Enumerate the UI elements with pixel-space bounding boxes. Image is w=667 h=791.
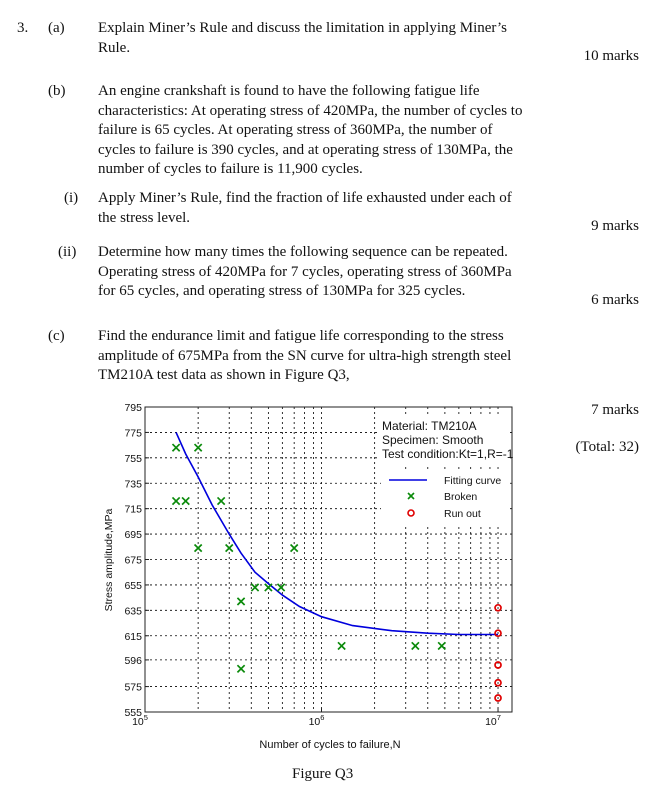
legend <box>381 470 509 526</box>
question-number: 3. <box>17 20 29 36</box>
broken-point <box>195 444 202 451</box>
x-tick-label: $10^6$ <box>308 713 325 728</box>
broken-point <box>265 584 272 591</box>
broken-point <box>182 497 189 504</box>
text-line: number of cycles to failure is 11,900 cycles. <box>98 161 363 177</box>
text-line: Find the endurance limit and fatigue life corresponding to the stress <box>98 328 504 344</box>
y-tick-label: 795 <box>124 402 142 414</box>
broken-point <box>195 544 202 551</box>
part-b-i-label: (i) <box>64 190 79 206</box>
y-tick-label: 775 <box>124 427 142 440</box>
x-axis-label: Number of cycles to failure,N <box>259 739 401 751</box>
part-c-label: (c) <box>48 328 65 344</box>
part-b-i-marks: 9 marks <box>591 218 639 234</box>
part-b-i-text <box>98 189 554 228</box>
y-tick-label: 675 <box>124 554 142 567</box>
info-line-condition: Test condition:Kt=1,R=-1 <box>382 447 514 461</box>
y-tick-label: 655 <box>124 579 142 592</box>
text-line: cycles to failure is 390 cycles, and at operating stress of 130MPa, the <box>98 141 513 158</box>
broken-point <box>412 642 419 649</box>
part-b-ii-text <box>98 243 554 302</box>
broken-point <box>438 642 445 649</box>
y-tick-label: 695 <box>124 529 142 542</box>
text-line: TM210A test data as shown in Figure Q3, <box>98 367 350 383</box>
text-line: Operating stress of 420MPa for 7 cycles, operating stress of 360MPa <box>98 263 512 280</box>
text-line: An engine crankshaft is found to have the following fatigue life <box>98 83 480 99</box>
text-line: for 65 cycles, and operating stress of 130MPa for 325 cycles. <box>98 283 466 299</box>
legend-label-runout: Run out <box>444 508 481 520</box>
total-marks: (Total: 32) <box>575 439 639 455</box>
text-line: characteristics: At operating stress of 420MPa, the number of cycles to <box>98 102 523 119</box>
broken-point <box>237 598 244 605</box>
part-b-label: (b) <box>48 83 66 99</box>
broken-point <box>338 642 345 649</box>
broken-point <box>226 544 233 551</box>
info-line-material: Material: TM210A <box>382 419 477 433</box>
broken-point <box>172 497 179 504</box>
legend-label-fitting: Fitting curve <box>444 475 502 487</box>
part-a-text <box>98 19 554 58</box>
y-tick-label: 735 <box>124 478 142 491</box>
figure-caption: Figure Q3 <box>292 766 354 782</box>
text-line: amplitude of 675MPa from the SN curve for ultra-high strength steel <box>98 347 512 364</box>
part-a-marks: 10 marks <box>583 48 639 64</box>
part-a-label: (a) <box>48 20 65 36</box>
y-axis-label: Stress amplitude,MPa <box>103 508 115 612</box>
broken-point <box>172 444 179 451</box>
part-b-ii-label: (ii) <box>58 244 77 260</box>
y-tick-label: 596 <box>124 654 142 667</box>
legend-label-broken: Broken <box>444 491 478 503</box>
text-line: failure is 65 cycles. At operating stress of 360MPa, the number of <box>98 122 493 138</box>
text-line: Rule. <box>98 39 131 56</box>
y-tick-label: 615 <box>124 630 142 643</box>
text-line: the stress level. <box>98 209 191 226</box>
x-tick-label: $10^5$ <box>132 713 148 728</box>
text-line: Apply Miner’s Rule, find the fraction of life exhausted under each of <box>98 190 512 206</box>
y-tick-label: 555 <box>124 707 142 719</box>
text-line: Determine how many times the following sequence can be repeated. <box>98 244 508 260</box>
y-tick-label: 755 <box>124 452 142 465</box>
text-line: Explain Miner’s Rule and discuss the limitation in applying Miner’s <box>98 20 507 36</box>
broken-point <box>291 544 298 551</box>
y-tick-label: 575 <box>124 681 142 694</box>
part-b-text <box>98 82 554 180</box>
sn-curve-chart <box>96 400 556 760</box>
part-c-text <box>98 327 554 386</box>
y-tick-label: 715 <box>124 503 142 516</box>
x-tick-label: $10^7$ <box>485 713 501 728</box>
info-line-specimen: Specimen: Smooth <box>382 433 484 447</box>
part-b-ii-marks: 6 marks <box>591 292 639 308</box>
broken-point <box>218 497 225 504</box>
part-c-marks: 7 marks <box>591 402 639 418</box>
y-tick-label: 635 <box>124 605 142 618</box>
broken-point <box>237 665 244 672</box>
